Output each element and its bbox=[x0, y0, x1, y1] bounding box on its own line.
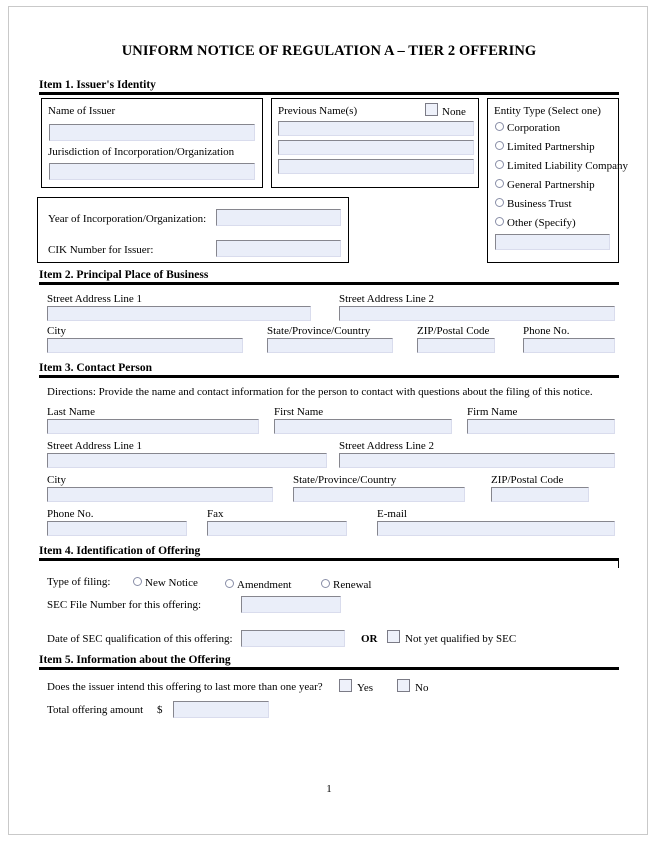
name-of-issuer-label: Name of Issuer bbox=[48, 105, 116, 117]
item4-or-label: OR bbox=[361, 633, 378, 645]
item5-yes-checkbox[interactable] bbox=[339, 679, 352, 692]
item5-total-amount-input[interactable] bbox=[173, 701, 269, 718]
item5-yes-label: Yes bbox=[357, 682, 374, 694]
item4-sec-file-number-label: SEC File Number for this offering: bbox=[47, 599, 202, 611]
item5-no-label: No bbox=[415, 682, 429, 694]
page-title: UNIFORM NOTICE OF REGULATION A – TIER 2 OFFERING bbox=[121, 43, 537, 59]
item3-city-label: City bbox=[47, 474, 66, 486]
item3-zip-label: ZIP/Postal Code bbox=[491, 474, 564, 486]
document-page bbox=[8, 6, 648, 835]
item3-city-input[interactable] bbox=[47, 487, 273, 502]
entity-type-panel bbox=[487, 98, 628, 263]
year-cik-panel bbox=[37, 197, 349, 263]
item2-street2-input[interactable] bbox=[339, 306, 615, 321]
item3-first-name-label: First Name bbox=[274, 406, 324, 418]
year-of-incorporation-label: Year of Incorporation/Organization: bbox=[48, 213, 207, 225]
section-item-4 bbox=[39, 545, 619, 561]
previous-name-input-3[interactable] bbox=[278, 159, 474, 174]
page-content bbox=[39, 7, 628, 834]
item3-state-label: State/Province/Country bbox=[293, 474, 397, 486]
item-3-heading: Item 3. Contact Person bbox=[39, 362, 153, 374]
item4-radio-new-notice[interactable] bbox=[133, 577, 142, 586]
page-number: 1 bbox=[326, 783, 332, 795]
item3-phone-input[interactable] bbox=[47, 521, 187, 536]
name-of-issuer-input[interactable] bbox=[49, 124, 255, 141]
item2-street2-label: Street Address Line 2 bbox=[339, 293, 435, 305]
item2-street1-input[interactable] bbox=[47, 306, 311, 321]
item4-radio-amendment[interactable] bbox=[225, 579, 234, 588]
entity-type-radio-general-partnership[interactable] bbox=[495, 179, 504, 188]
entity-type-label-business-trust: Business Trust bbox=[507, 198, 572, 210]
item3-fax-label: Fax bbox=[207, 508, 224, 520]
item2-state-label: State/Province/Country bbox=[267, 325, 371, 337]
item-5-heading: Item 5. Information about the Offering bbox=[39, 654, 231, 666]
previous-names-label: Previous Name(s) bbox=[278, 105, 358, 117]
item-3-rule bbox=[39, 375, 619, 378]
item-4-rule bbox=[39, 558, 619, 561]
section-item-1 bbox=[39, 79, 619, 95]
entity-type-radio-limited-partnership[interactable] bbox=[495, 141, 504, 150]
item3-firm-name-label: Firm Name bbox=[467, 406, 518, 418]
item5-duration-question: Does the issuer intend this offering to last more than one year? bbox=[47, 681, 323, 693]
item-5-rule bbox=[39, 667, 619, 670]
section-item-3 bbox=[39, 362, 619, 378]
item2-city-label: City bbox=[47, 325, 66, 337]
item3-last-name-label: Last Name bbox=[47, 406, 95, 418]
previous-name-input-1[interactable] bbox=[278, 121, 474, 136]
item5-total-amount-label: Total offering amount bbox=[47, 704, 144, 716]
item-1-rule bbox=[39, 92, 619, 95]
item3-street1-input[interactable] bbox=[47, 453, 327, 468]
item-2-rule bbox=[39, 282, 619, 285]
item2-phone-label: Phone No. bbox=[523, 325, 570, 337]
item3-phone-label: Phone No. bbox=[47, 508, 94, 520]
item2-zip-input[interactable] bbox=[417, 338, 495, 353]
item3-email-label: E-mail bbox=[377, 508, 407, 520]
item3-first-name-input[interactable] bbox=[274, 419, 452, 434]
item3-email-input[interactable] bbox=[377, 521, 615, 536]
item-4-heading: Item 4. Identification of Offering bbox=[39, 545, 201, 557]
entity-type-label-general-partnership: General Partnership bbox=[507, 179, 595, 191]
entity-type-other-input[interactable] bbox=[495, 234, 610, 250]
previous-names-panel bbox=[271, 98, 479, 188]
item3-state-input[interactable] bbox=[293, 487, 465, 502]
item3-directions: Directions: Provide the name and contact information for the person to contact with questions about the filing of this notice. bbox=[47, 386, 593, 398]
cik-number-label: CIK Number for Issuer: bbox=[48, 244, 154, 256]
item4-label-renewal: Renewal bbox=[333, 579, 372, 591]
item3-street2-input[interactable] bbox=[339, 453, 615, 468]
year-of-incorporation-input[interactable] bbox=[216, 209, 341, 226]
item4-radio-renewal[interactable] bbox=[321, 579, 330, 588]
jurisdiction-input[interactable] bbox=[49, 163, 255, 180]
item3-firm-name-input[interactable] bbox=[467, 419, 615, 434]
item4-not-yet-qualified-checkbox[interactable] bbox=[387, 630, 400, 643]
cik-number-input[interactable] bbox=[216, 240, 341, 257]
item2-city-input[interactable] bbox=[47, 338, 243, 353]
item4-label-amendment: Amendment bbox=[237, 579, 292, 591]
item2-zip-label: ZIP/Postal Code bbox=[417, 325, 490, 337]
item2-phone-input[interactable] bbox=[523, 338, 615, 353]
item2-state-input[interactable] bbox=[267, 338, 393, 353]
item4-qualification-date-input[interactable] bbox=[241, 630, 345, 647]
issuer-name-panel bbox=[41, 98, 263, 188]
item4-qualification-date-label: Date of SEC qualification of this offering: bbox=[47, 633, 233, 645]
entity-type-label-other: Other (Specify) bbox=[507, 217, 576, 229]
entity-type-radio-other[interactable] bbox=[495, 217, 504, 226]
item3-fax-input[interactable] bbox=[207, 521, 347, 536]
item4-not-yet-qualified-label: Not yet qualified by SEC bbox=[405, 633, 517, 645]
item-2-heading: Item 2. Principal Place of Business bbox=[39, 269, 209, 281]
previous-names-none-label: None bbox=[442, 106, 466, 118]
previous-names-none-checkbox[interactable] bbox=[425, 103, 438, 116]
section-item-2 bbox=[39, 269, 619, 285]
previous-name-input-2[interactable] bbox=[278, 140, 474, 155]
item3-last-name-input[interactable] bbox=[47, 419, 259, 434]
item5-currency-symbol: $ bbox=[157, 704, 163, 716]
item3-street1-label: Street Address Line 1 bbox=[47, 440, 143, 452]
entity-type-radio-limited-liability-company[interactable] bbox=[495, 160, 504, 169]
entity-type-radio-business-trust[interactable] bbox=[495, 198, 504, 207]
section-item-5 bbox=[39, 654, 619, 670]
item4-label-new-notice: New Notice bbox=[145, 577, 198, 589]
item4-type-of-filing-label: Type of filing: bbox=[47, 576, 111, 588]
item3-zip-input[interactable] bbox=[491, 487, 589, 502]
jurisdiction-label: Jurisdiction of Incorporation/Organization bbox=[48, 146, 235, 158]
item5-no-checkbox[interactable] bbox=[397, 679, 410, 692]
entity-type-radio-corporation[interactable] bbox=[495, 122, 504, 131]
entity-type-label-limited-liability-company: Limited Liability Company bbox=[507, 160, 628, 172]
item-1-heading: Item 1. Issuer's Identity bbox=[39, 79, 156, 91]
item4-sec-file-number-input[interactable] bbox=[241, 596, 341, 613]
entity-type-label: Entity Type (Select one) bbox=[494, 105, 601, 117]
entity-type-label-corporation: Corporation bbox=[507, 122, 561, 134]
item2-street1-label: Street Address Line 1 bbox=[47, 293, 143, 305]
item3-street2-label: Street Address Line 2 bbox=[339, 440, 435, 452]
entity-type-label-limited-partnership: Limited Partnership bbox=[507, 141, 595, 153]
